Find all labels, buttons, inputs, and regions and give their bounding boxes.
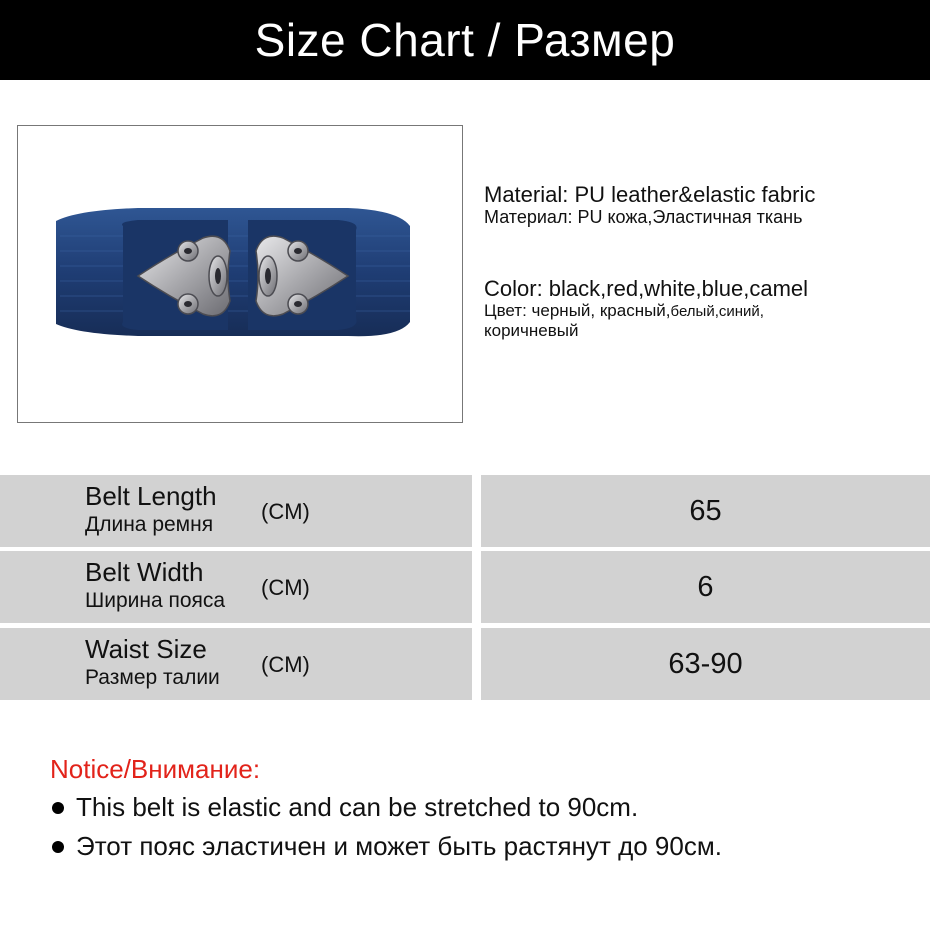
label-cell: [0, 551, 472, 623]
label-cell: [0, 628, 472, 700]
unit-label: (CM): [261, 652, 310, 677]
color-ru-part3: коричневый: [484, 321, 579, 340]
notice-text-en: This belt is elastic and can be stretched to 90cm.: [76, 792, 639, 822]
color-ru-part2: белый,синий,: [670, 303, 764, 320]
value-cell: 65: [481, 475, 930, 547]
belt-image: [18, 126, 464, 424]
material-ru: Материал: PU кожа,Эластичная ткань: [484, 207, 803, 227]
label-ru: Ширина пояса: [85, 589, 226, 612]
page-title: Size Chart / Размер: [254, 14, 676, 66]
table-row: [0, 551, 930, 623]
label-en: Waist Size: [85, 634, 207, 664]
label-ru: Размер талии: [85, 666, 220, 689]
value-cell: 6: [481, 551, 930, 623]
color-info: [484, 277, 808, 340]
unit-label: (CM): [261, 575, 310, 600]
notice-item-en: [52, 792, 638, 823]
notice-text-ru: Этот пояс эластичен и может быть растянут до 90см.: [76, 831, 722, 861]
bullet-icon: [52, 841, 64, 853]
product-photo: [17, 125, 463, 423]
material-info: [484, 183, 815, 227]
notice-item-ru: [52, 831, 722, 862]
value-cell: 63-90: [481, 628, 930, 700]
notice-title: Notice/Внимание:: [50, 754, 261, 784]
table-row: [0, 628, 930, 700]
color-ru: [484, 301, 808, 321]
label-en: Belt Length: [85, 481, 217, 511]
header-bar: [0, 0, 930, 80]
color-en: Color: black,red,white,blue,camel: [484, 276, 809, 301]
label-ru: Длина ремня: [85, 513, 214, 536]
material-en: Material: PU leather&elastic fabric: [484, 182, 816, 207]
unit-label: (CM): [261, 499, 310, 524]
table-row: [0, 475, 930, 547]
color-ru-part1: Цвет: черный, красный,: [484, 301, 671, 320]
label-cell: [0, 475, 472, 547]
label-en: Belt Width: [85, 557, 204, 587]
bullet-icon: [52, 802, 64, 814]
